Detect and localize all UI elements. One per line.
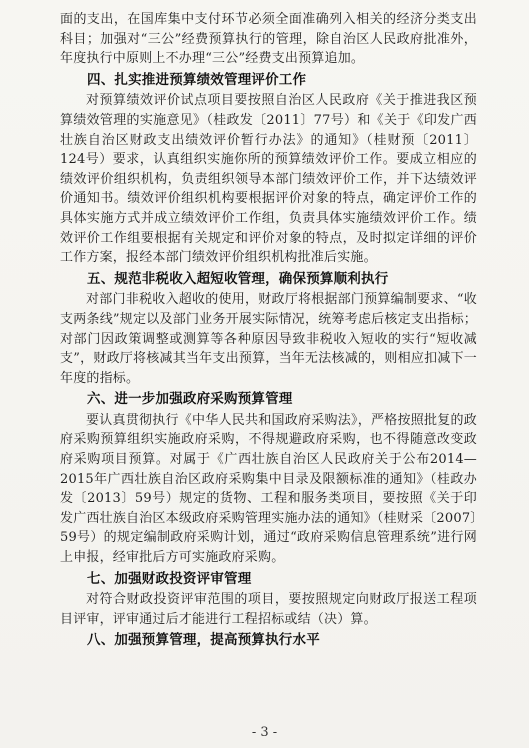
paragraph-section-4: 对预算绩效评价试点项目要按照自治区人民政府《关于推进我区预算绩效管理的实施意见》（桂政发〔2011〕77号）和《关于《印发广西壮族自治区财政支出绩效评价暂行办法》的通知》（桂财预〔2011〕124号）要求，认真组织实施你所的预算绩效评价工作。要成立相应的绩效评价组织机构，负责组织领导本部门绩效评价工作，并下达绩效评价通知书。绩效评价组织机构要根据评价对象的特点，确定评价工作的具体实施方式并成立绩效评价工作组，负责具体实施绩效评价工作。绩效评价工作组要根据有关规定和评价对象的特点，及时拟定详细的评价工作方案，报经本部门绩效评价组织机构批准后实施。 bbox=[60, 93, 477, 266]
document-body bbox=[60, 10, 477, 651]
section-heading-7: 七、加强财政投资评审管理 bbox=[87, 570, 252, 587]
paragraph-section-5: 对部门非税收入超收的使用，财政厅将根据部门预算编制要求、“收支两条线”规定以及部门业务开展实际情况，统筹考虑后核定支出指标；对部门因政策调整或测算等各种原因导致非税收入短收的实行“短收减支”，财政厅将核减其当年支出预算，当年无法核减的，则相应扣减下一年度的指标。 bbox=[60, 292, 477, 386]
section-heading-5: 五、规范非税收入超短收管理，确保预算顺利执行 bbox=[87, 270, 389, 287]
paragraph-section-6: 要认真贯彻执行《中华人民共和国政府采购法》，严格按照批复的政府采购预算组织实施政府采购，不得规避政府采购，也不得随意改变政府采购项目预算。对属于《广西壮族自治区人民政府关于公布2014—2015年广西壮族自治区政府采购集中目录及限额标准的通知》（桂政办发〔2013〕59号）规定的货物、工程和服务类项目，要按照《关于印发广西壮族自治区本级政府采购管理实施办法的通知》（桂财采〔2007〕59号）的规定编制政府采购计划，通过“政府采购信息管理系统”进行网上申报，经审批后方可实施政府采购。 bbox=[60, 412, 477, 566]
paragraph-section-7: 对符合财政投资评审范围的项目，要按照规定向财政厅报送工程项目评审，评审通过后才能进行工程招标或结（决）算。 bbox=[60, 592, 477, 627]
paragraph-continuation: 面的支出，在国库集中支付环节必须全面准确列入相关的经济分类支出科目；加强对“三公”经费预算执行的管理，除自治区人民政府批准外，年度执行中原则上不办理“三公”经费支出预算追加。 bbox=[60, 12, 477, 67]
section-heading-6: 六、进一步加强政府采购预算管理 bbox=[87, 391, 293, 408]
section-heading-8: 八、加强预算管理，提高预算执行水平 bbox=[87, 632, 320, 649]
section-heading-4: 四、扎实推进预算绩效管理评价工作 bbox=[87, 71, 307, 88]
page-number: - 3 - bbox=[251, 725, 278, 740]
